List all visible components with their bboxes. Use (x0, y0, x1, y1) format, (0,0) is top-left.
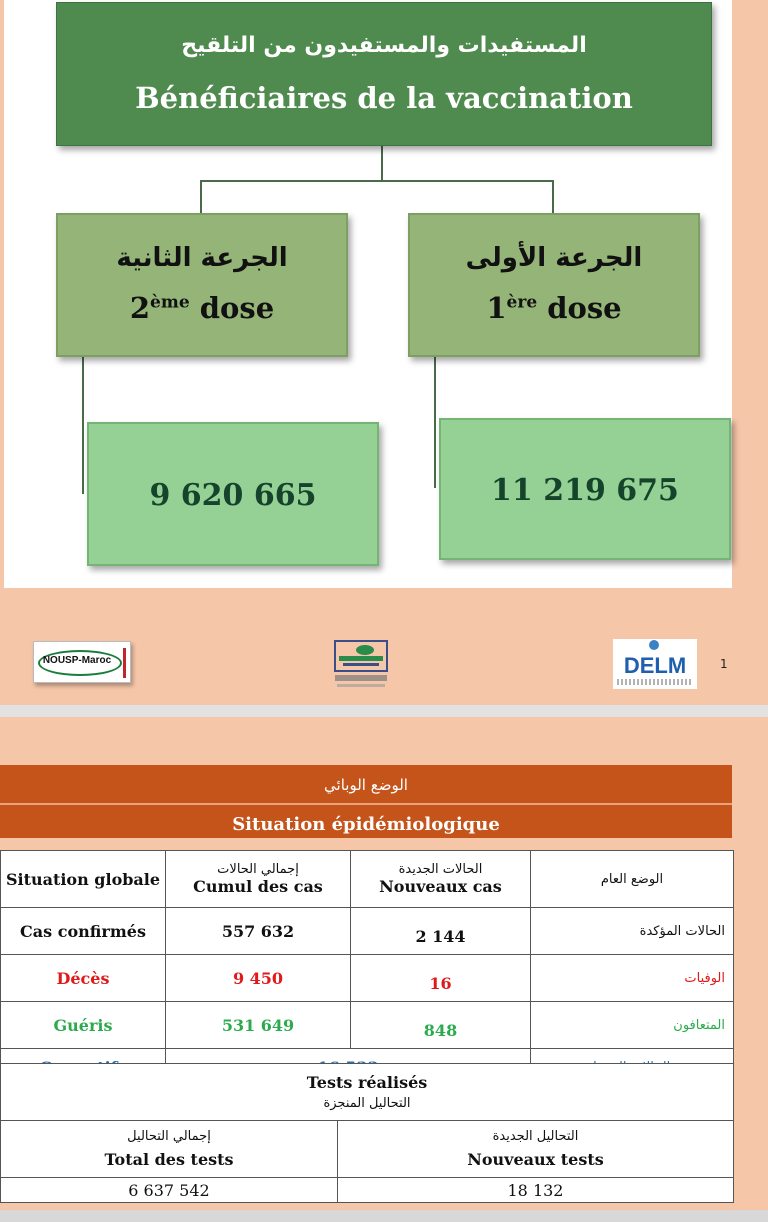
situation-title-ar: الوضع الوبائي (324, 776, 408, 794)
row-label-fr: Cas confirmés (1, 908, 166, 955)
first-dose-value: 11 219 675 (439, 418, 731, 560)
row-label-ar: المتعافون (531, 1002, 734, 1049)
vaccination-title-fr: Bénéficiaires de la vaccination (135, 81, 633, 115)
first-dose-label-ar: الجرعة الأولى (465, 243, 643, 273)
connector-line (552, 180, 554, 213)
total-tests-value: 6 637 542 (1, 1178, 338, 1203)
delm-dot-icon (649, 640, 659, 650)
header-new-cases: الحالات الجديدة Nouveaux cas (351, 851, 531, 908)
connector-line (434, 357, 436, 488)
tests-title-row (1, 1064, 734, 1121)
table-header-row (1, 851, 734, 908)
connector-line (381, 146, 383, 182)
connector-line (82, 357, 84, 494)
nousp-logo-text: NOUSP-Maroc (42, 655, 112, 666)
row-label-fr: Décès (1, 955, 166, 1002)
vaccination-page (4, 0, 732, 588)
nousp-red-bar (123, 648, 126, 678)
row-new-value: 16 (351, 955, 531, 1002)
row-new-value: 2 144 (351, 908, 531, 955)
connector-line (200, 180, 554, 182)
vaccination-title-box (56, 2, 712, 146)
tests-values-row (1, 1178, 734, 1203)
connector-line (200, 180, 202, 213)
situation-banner (0, 765, 732, 838)
header-situation-globale: Situation globale (1, 851, 166, 908)
header-general-ar: الوضع العام (531, 851, 734, 908)
tests-title: Tests réalisés التحاليل المنجزة (1, 1064, 734, 1121)
first-dose-label-fr: 1ère dose (486, 291, 622, 325)
table-row (1, 955, 734, 1002)
vaccination-title-ar: المستفيدات والمستفيدون من التلقيح (181, 33, 587, 58)
second-dose-label-fr: 2ème dose (129, 291, 275, 325)
row-new-value: 848 (351, 1002, 531, 1049)
tests-table (0, 1063, 734, 1203)
epidemiological-table (0, 850, 734, 1086)
page-divider (0, 1210, 768, 1222)
delm-logo (613, 639, 697, 689)
row-label-fr: Guéris (1, 1002, 166, 1049)
page-number: 1 (720, 657, 728, 671)
ministry-emblem-icon (329, 639, 393, 691)
table-row (1, 1002, 734, 1049)
first-dose-box (408, 213, 700, 357)
page-divider (0, 705, 768, 717)
row-cumul-value: 557 632 (166, 908, 351, 955)
ministry-logo (329, 639, 393, 691)
new-tests-value: 18 132 (338, 1178, 734, 1203)
situation-title-fr: Situation épidémiologique (232, 814, 500, 835)
nousp-logo (33, 641, 131, 683)
table-row (1, 908, 734, 955)
row-cumul-value: 531 649 (166, 1002, 351, 1049)
header-new-tests: التحاليل الجديدة Nouveaux tests (338, 1121, 734, 1178)
second-dose-value: 9 620 665 (87, 422, 379, 566)
row-cumul-value: 9 450 (166, 955, 351, 1002)
header-cumul: إجمالي الحالات Cumul des cas (166, 851, 351, 908)
second-dose-label-ar: الجرعة الثانية (116, 243, 288, 273)
tests-header-row (1, 1121, 734, 1178)
row-label-ar: الحالات المؤكدة (531, 908, 734, 955)
row-label-ar: الوفيات (531, 955, 734, 1002)
second-dose-box (56, 213, 348, 357)
banner-separator (0, 803, 732, 805)
delm-logo-text: DELM (623, 653, 687, 678)
delm-subtitle (617, 679, 693, 685)
header-total-tests: إجمالي التحاليل Total des tests (1, 1121, 338, 1178)
